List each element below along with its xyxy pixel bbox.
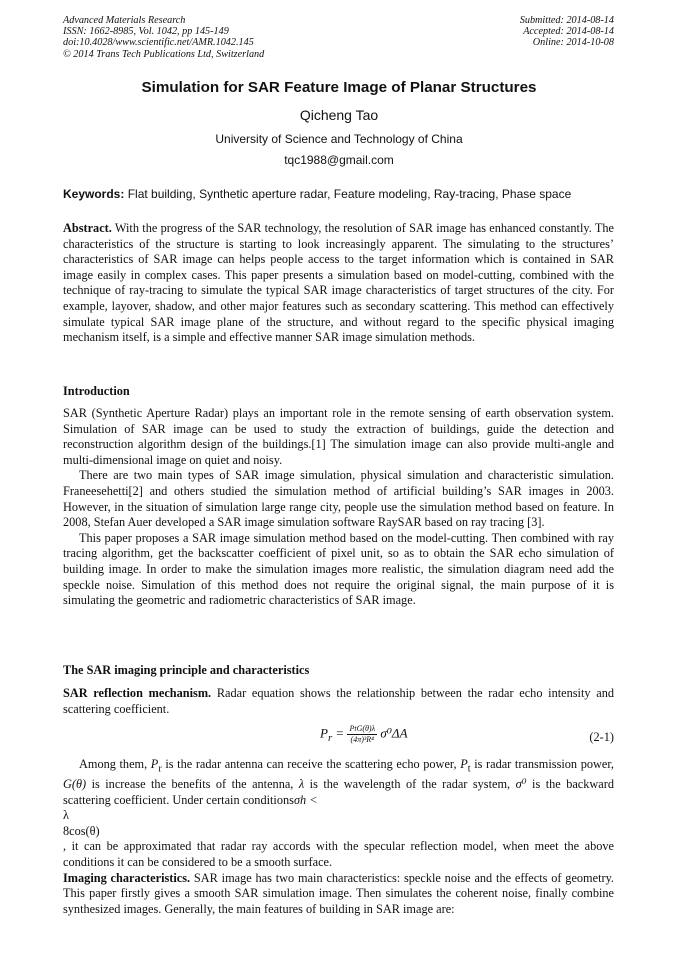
journal-issn: ISSN: 1662-8985, Vol. 1042, pp 145-149	[63, 26, 229, 38]
journal-doi: doi:10.4028/www.scientific.net/AMR.1042.145	[63, 37, 254, 49]
keywords-label: Keywords:	[63, 187, 125, 201]
reflection-text: Radar equation shows the relationship between the radar echo intensity and scattering coefficient.	[63, 686, 614, 716]
journal-copyright: © 2014 Trans Tech Publications Ltd, Switzerland	[63, 48, 265, 60]
journal-name: Advanced Materials Research	[63, 15, 186, 26]
submission-dates	[520, 15, 614, 49]
equation-formula: $P_r$ = $\frac{\text{PtG(θ)λ}}{\text{(4π)³R⁴}}$ σ⁰ΔA	[320, 724, 408, 745]
imaging-text: SAR image has two main characteristics: speckle noise and the effects of geometry. This paper firstly gives a smooth SAR simulation image. Then simulates the coherent noise, finally combine synthesized images. Generally, the main features of building in SAR image are:	[63, 870, 615, 916]
journal-info	[63, 15, 264, 60]
intro-paragraph: There are two main types of SAR image simulation, physical simulation and characteristic simulation. Franeesehetti[2] and others studied the simulation method of artificial building’s SAR images in 2003. However, in the situation of simulation large range city, people use the simulation method based on feature. In 2008, Stefan Auer developed a SAR image simulation software RaySAR based on ray tracing [3].	[63, 468, 614, 530]
author-email: tqc1988@gmail.com	[284, 153, 394, 167]
online-date: Online: 2014-10-08	[532, 37, 614, 49]
section-heading: The SAR imaging principle and characteristics	[63, 663, 310, 677]
reflection-paragraph	[63, 686, 614, 717]
imaging-paragraph	[63, 871, 614, 918]
equation-number: (2-1)	[589, 730, 614, 744]
reflection-label: SAR reflection mechanism.	[63, 686, 212, 700]
paper-title: Simulation for SAR Feature Image of Planar Structures	[141, 79, 537, 96]
section2-body: Among them, $P_r$ is the radar antenna can receive the scattering echo power, $P_t$ is radar transmission power, G(θ) is increase the benefits of the antenna, λ is the wavelength of the radar system, σ⁰ is the backward scattering coefficient. Under certain conditionsσh < λ 8cos(θ) , it can be approximated that radar ray accords with the specular reflection model, when meet the above conditions it can be considered to be a smooth surface. Imaging characteristics. SAR image has two main characteristics: speckle noise and the effects of geometry. This paper firstly gives a smooth SAR simulation image. Then simulates the coherent noise, finally combine synthesized images. Generally, the main features of building in SAR image are:	[63, 757, 615, 916]
introduction-heading: Introduction	[63, 384, 130, 398]
abstract-text: With the progress of the SAR technology, the resolution of SAR image has enhanced constantly. The characteristics of the structure is starting to look increasingly apparent. The simulating to the structures’ characteristics of SAR image can helps people access to the target information which is contained in SAR image easily in complex cases. This paper presents a simulation based on model-cutting, combined with the technique of ray-tracing to simulate the typical SAR image characteristics of target structures of the city. For example, layover, shadow, and other major features such as secondary scattering. This method can effectively simulate typical SAR image plane of the structure, and without regard to the specific physical imaging mechanism itself, is a simple and effective manner SAR image simulation methods.	[63, 221, 614, 345]
accepted-date: Accepted: 2014-08-14	[523, 26, 614, 38]
intro-paragraph: SAR (Synthetic Aperture Radar) plays an important role in the remote sensing of earth observation system. Simulation of SAR image can be used to study the extraction of buildings, guide the detection and reconstruction algorithm design of the buildings.[1] The simulation image can also provide multi-angle and multi-dimensional image on quiet and noisy.	[63, 406, 614, 467]
abstract-label: Abstract.	[63, 221, 112, 235]
imaging-label: Imaging characteristics.	[63, 870, 191, 885]
author-affiliation: University of Science and Technology of China	[215, 132, 463, 146]
keywords-text: Flat building, Synthetic aperture radar, Feature modeling, Ray-tracing, Phase space	[124, 187, 572, 201]
abstract	[63, 221, 614, 346]
intro-paragraph: This paper proposes a SAR image simulation method based on the model-cutting. Then combined with ray tracing algorithm, get the backscatter coefficient of pixel unit, so as to obtain the SAR echo simulation of building image. In order to make the simulation images more realistic, the simulation diagram need add the speckle noise. Simulation of this method does not require the original signal, the main purpose of it is simulating the geometric and radiometric characteristics of SAR image.	[63, 530, 614, 608]
keywords	[63, 187, 571, 201]
introduction-body	[63, 406, 614, 609]
equation-fraction: $\frac{\text{PtG(θ)λ}}{\text{(4π)³R⁴}}$	[349, 724, 376, 744]
submitted-date: Submitted: 2014-08-14	[519, 15, 614, 26]
among-paragraph: Among them, $P_r$ is the radar antenna can receive the scattering echo power, $P_t$ is radar transmission power, G(θ) is increase the benefits of the antenna, λ is the wavelength of the radar system, σ⁰ is the backward scattering coefficient. Under certain conditionsσh <	[63, 757, 615, 807]
paper-author: Qicheng Tao	[299, 107, 379, 123]
radar-equation	[0, 724, 678, 752]
